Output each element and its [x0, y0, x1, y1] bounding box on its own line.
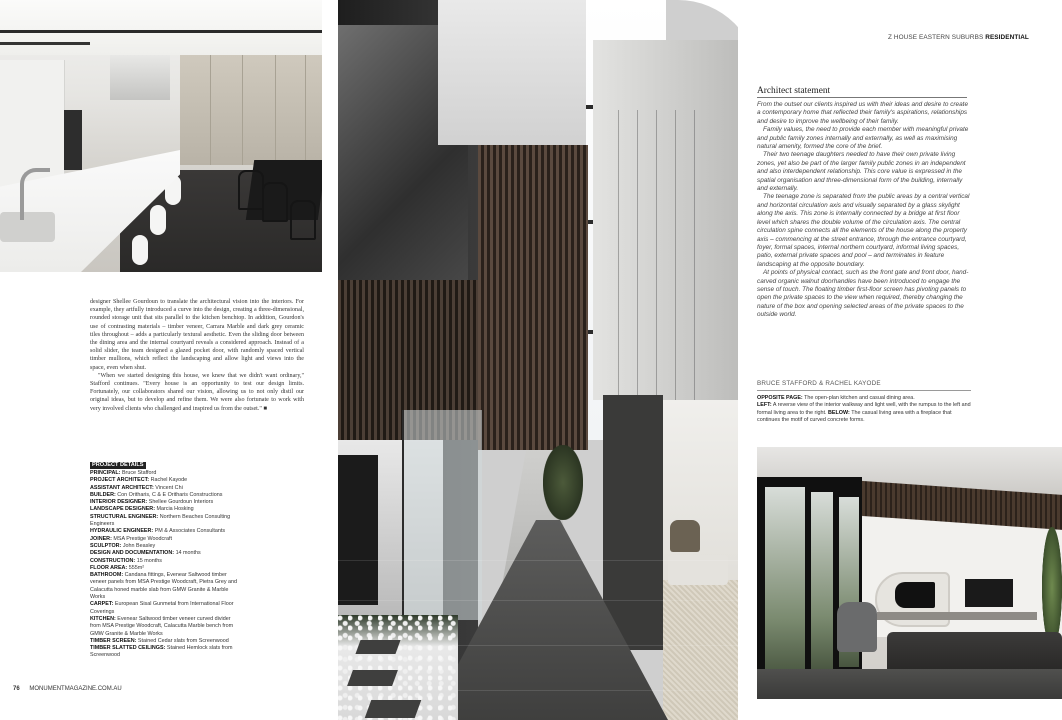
project-detail-value: Marcia Hosking	[156, 506, 194, 513]
project-detail-label: SCULPTOR:	[90, 542, 122, 549]
project-detail-item	[90, 499, 240, 506]
statement-paragraph: Family values, the need to provide each member with meaningful private and public family zones internally and externally, as well as maximising natural amenity, formed the core of the brief.	[757, 126, 969, 151]
running-head-category: RESIDENTIAL	[985, 34, 1029, 41]
project-detail-label: ASSISTANT ARCHITECT:	[90, 484, 154, 491]
project-detail-label: DESIGN AND DOCUMENTATION:	[90, 550, 175, 557]
project-detail-value: Stained Hemlock slats from Screenwood	[90, 645, 233, 659]
project-detail-label: BATHROOM:	[90, 572, 124, 579]
project-detail-item	[90, 514, 240, 529]
statement-paragraph: From the outset our clients inspired us with their ideas and desire to create a contemporary home that reflected their family's aspirations, relationships and desire to improve the wellbeing of their family.	[757, 101, 968, 125]
project-detail-item	[90, 616, 240, 638]
page-number: 76	[13, 686, 20, 692]
project-detail-item	[90, 477, 240, 484]
statement-paragraph: At points of physical contact, such as the front gate and front door, hand-carved organic walnut doorhandles have been introduced to engage the sense of touch. The floating timber first-floor screen has pivoting panels to open the private spaces to the view when required, thereby changing the nature of the box and opening selected areas of the private spaces to the outside world.	[757, 269, 969, 319]
running-head	[888, 34, 1029, 41]
project-detail-item	[90, 638, 240, 645]
project-detail-label: LANDSCAPE DESIGNER:	[90, 506, 155, 513]
project-detail-item	[90, 536, 240, 543]
project-detail-value: Candana fittings, Evenear Saltwood timber veneer panels from MSA Prestige Woodcraft, Pietra Grey and Calacutta honed marble slab from GMW Granite & Marble Works	[90, 572, 238, 601]
project-details-heading: PROJECT DETAILS	[92, 462, 144, 468]
project-detail-label: BUILDER:	[90, 491, 116, 498]
living-area-photo	[757, 447, 1062, 699]
project-detail-value: Vincent Chi	[155, 484, 183, 491]
project-detail-item	[90, 543, 240, 550]
body-paragraph: designer Shellee Gourdoun to translate the architectural vision into the interiors. For example, they artfully introduced a curve into the design, creating a three-dimensional, rounded storage unit that sits parallel to the kitchen benchtop. In addition, Gourdon's use of contrasting materials – timber veneer, Carrara Marble and dark grey ceramic tiles throughout – adds a particularly textural aesthetic. Even the sliding door between the dining area and the internal courtyard reveals a considered approach. Instead of a solid slider, the team designed a glazed pocket door, with randomly spaced vertical timber mullions, which reflect the landscaping and allow light and views into the space, even when shut.	[90, 299, 304, 371]
project-detail-value: Shellee Gourdoun Interiors	[148, 499, 214, 506]
project-detail-item	[90, 565, 240, 572]
statement-paragraph: The teenage zone is separated from the public areas by a central vertical and horizontal circulation axis and visually separated by a glass skylight along the axis. This zone is internally connected by a bridge at first floor level which shares the double volume of the circulation axis. The central circulation spine connects all the elements of the house along the property axis – commencing at the street entrance, through the entrance courtyard, foyer, formal spaces, internal northern courtyard, informal living spaces, patio, external private spaces and pool – and terminates in feature landscaping at the opposite boundary.	[757, 193, 970, 268]
project-detail-item	[90, 470, 240, 477]
caption-below: BELOW: The casual living area with a fireplace that continues the motif of curved concrete forms.	[757, 409, 952, 424]
project-detail-item	[90, 528, 240, 535]
project-detail-item	[90, 601, 240, 616]
project-detail-value: 15 months	[136, 557, 162, 564]
project-detail-item	[90, 550, 240, 557]
left-body-text	[90, 298, 304, 413]
project-detail-item	[90, 558, 240, 565]
project-detail-value: Evenear Saltwood timber veneer curved divider from MSA Prestige Woodcraft, Calacutta Marble bench from GMW Granite & Marble Works	[90, 615, 234, 637]
body-paragraph: "When we started designing this house, we knew that we didn't want ordinary," Stafford continues. "Every house is an opportunity to test our design limits. Fortunately, our collaborators shared our vision, allowing us to not only distil our original ideas, but to develop and refine them. We were also fortunate to work with very involved clients who challenged and inspired us from the outset." ■	[90, 372, 304, 412]
project-detail-label: PRINCIPAL:	[90, 470, 121, 476]
project-detail-value: European Sisal Gunmetal from International Floor Coverings	[90, 601, 234, 615]
page-corner-curve	[658, 0, 758, 100]
project-detail-label: TIMBER SCREEN:	[90, 637, 137, 644]
project-detail-item	[90, 506, 240, 513]
caption-opposite: OPPOSITE PAGE: The open-plan kitchen and casual dining area.	[757, 395, 915, 401]
architect-statement-body	[757, 101, 971, 320]
project-details	[90, 462, 240, 660]
project-detail-value: John Beasley	[122, 542, 156, 549]
caption-left: LEFT: A reverse view of the interior walkway and light well, with the rumpus to the left and formal living area to the right.	[757, 402, 971, 416]
folio	[13, 686, 122, 692]
architect-statement-heading: Architect statement	[757, 86, 967, 98]
walkway-photo	[338, 0, 738, 720]
project-detail-label: HYDRAULIC ENGINEER:	[90, 528, 154, 535]
project-detail-label: KITCHEN:	[90, 615, 116, 622]
project-detail-value: Bruce Stafford	[121, 470, 157, 476]
project-detail-value: Northern Beaches Consulting Engineers	[90, 513, 231, 528]
divider	[757, 390, 971, 391]
project-detail-label: CARPET:	[90, 601, 114, 608]
project-detail-value: PM & Associates Consultants	[154, 528, 226, 535]
project-details-list	[90, 470, 240, 660]
magazine-url: MONUMENTMAGAZINE.COM.AU	[29, 686, 122, 692]
project-detail-item	[90, 485, 240, 492]
statement-paragraph: Their two teenage daughters needed to have their own private living zones, yet also be part of the larger family public zones in an independent and also interdependent relationship. This core value is expressed in the spatial organisation and three-dimensional form of the building, internally and externally.	[757, 151, 966, 193]
project-detail-label: FLOOR AREA:	[90, 564, 128, 571]
project-detail-label: INTERIOR DESIGNER:	[90, 499, 148, 506]
project-detail-value: MSA Prestige Woodcraft	[113, 535, 172, 542]
project-detail-value: 14 months	[175, 550, 201, 557]
kitchen-photo	[0, 0, 322, 272]
project-detail-label: CONSTRUCTION:	[90, 557, 136, 564]
project-detail-item	[90, 492, 240, 499]
project-detail-value: Rachel Kayode	[150, 477, 188, 484]
project-detail-item	[90, 645, 240, 660]
project-detail-item	[90, 572, 240, 601]
project-detail-value: Stained Cedar slats from Screenwood	[137, 637, 229, 644]
project-detail-label: TIMBER SLATTED CEILINGS:	[90, 645, 166, 652]
architect-signature: BRUCE STAFFORD & RACHEL KAYODE	[757, 380, 881, 387]
project-detail-label: PROJECT ARCHITECT:	[90, 477, 150, 484]
project-detail-label: JOINER:	[90, 535, 112, 542]
project-detail-label: STRUCTURAL ENGINEER:	[90, 513, 159, 520]
photo-captions	[757, 395, 971, 425]
project-detail-value: Con Oritharis, C & E Oritharis Constructions	[117, 491, 223, 498]
project-detail-value: 555m²	[128, 564, 145, 571]
running-head-section: Z HOUSE EASTERN SUBURBS	[888, 34, 984, 41]
